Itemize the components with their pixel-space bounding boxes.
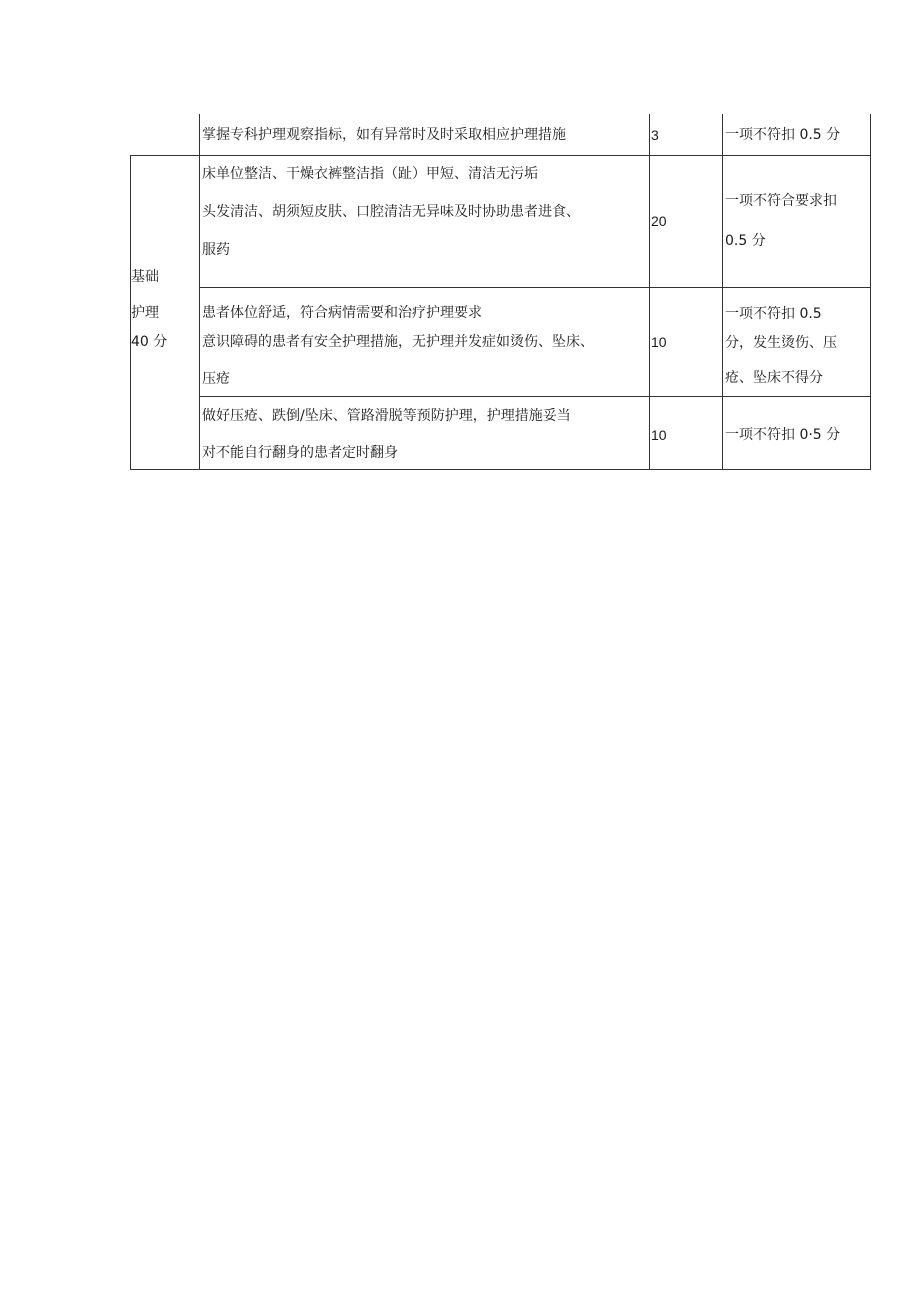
- row2-item-line2: 头发清洁、胡须短皮肤、口腔清洁无异味及时协助患者进食、: [202, 204, 580, 220]
- row4-deduct-text: 一项不符扣 0·5 分: [725, 427, 841, 443]
- table-border-bottom: [130, 469, 871, 470]
- row4-item-line2: 对不能自行翻身的患者定时翻身: [202, 445, 398, 461]
- row3-item-line3: 压疮: [202, 371, 230, 387]
- row1-score: 3: [651, 127, 659, 143]
- row4-item-line1: 做好压疮、跌倒/坠床、管路滑脱等预防护理，护理措施妥当: [202, 408, 571, 424]
- table-row-divider-3: [199, 396, 871, 397]
- category-label-line1: 基础: [131, 269, 159, 285]
- table-divider-deduct: [722, 114, 723, 470]
- row3-deduct-line3: 疮、坠床不得分: [725, 370, 823, 386]
- row2-deduct-line1: 一项不符合要求扣: [725, 193, 837, 209]
- table-row-divider-2: [199, 287, 871, 288]
- category-label-line3: 40 分: [131, 334, 168, 350]
- row1-deduct-text: 一项不符扣 0.5 分: [725, 127, 841, 143]
- score-table: [0, 0, 920, 480]
- table-row-divider-1: [130, 155, 871, 156]
- row4-score: 10: [651, 427, 667, 443]
- row3-deduct-line2: 分，发生烫伤、压: [725, 335, 837, 351]
- row2-item-line1: 床单位整洁、干燥衣裤整洁指（趾）甲短、清洁无污垢: [202, 166, 538, 182]
- row3-item-line1: 患者体位舒适，符合病情需要和治疗护理要求: [202, 305, 482, 321]
- row2-item-line3: 服药: [202, 242, 230, 258]
- category-label-line2: 护理: [131, 305, 159, 321]
- row2-deduct-line2: 0.5 分: [725, 233, 766, 249]
- row3-score: 10: [651, 334, 667, 350]
- row1-item-text: 掌握专科护理观察指标，如有异常时及时采取相应护理措施: [202, 127, 566, 143]
- table-divider-category: [199, 114, 200, 470]
- row2-score: 20: [651, 213, 667, 229]
- table-divider-score: [649, 114, 650, 470]
- table-border-right: [870, 114, 871, 470]
- row3-deduct-line1: 一项不符扣 0.5: [725, 306, 822, 322]
- row3-item-line2: 意识障碍的患者有安全护理措施，无护理并发症如烫伤、坠床、: [202, 334, 594, 350]
